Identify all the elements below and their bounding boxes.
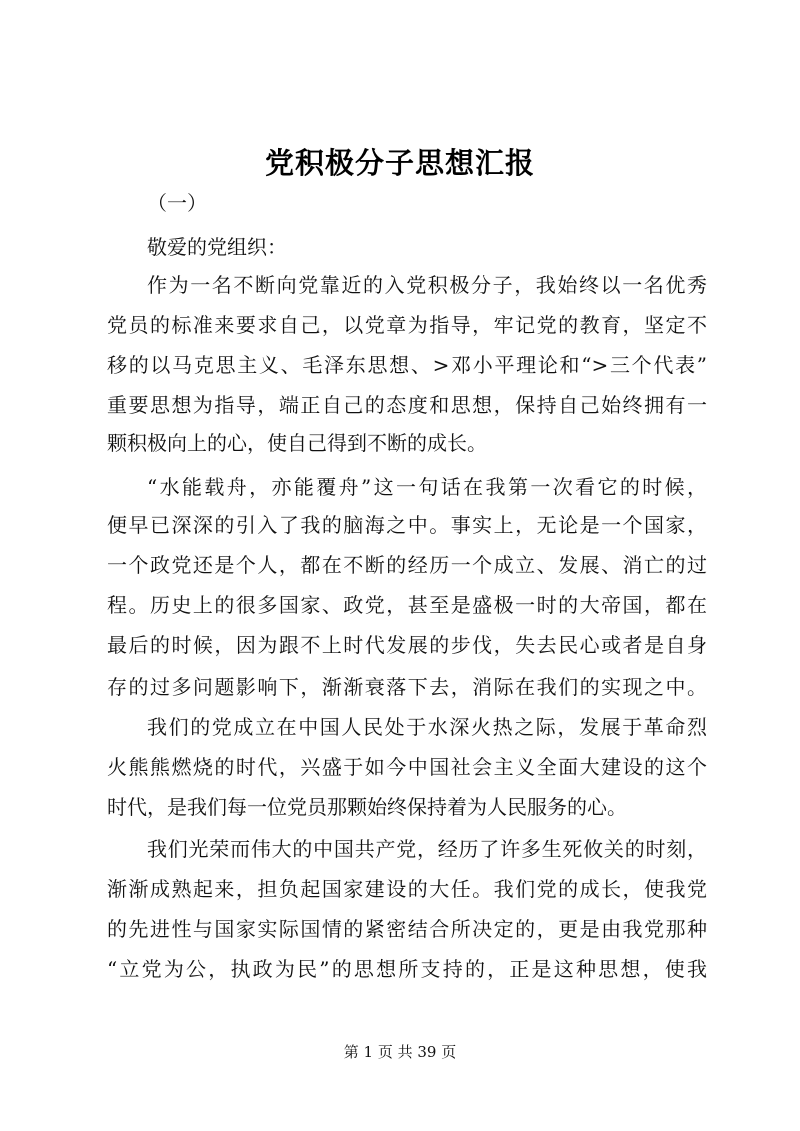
paragraph-line: 一个政党还是个人，都在不断的经历一个成立、发展、消亡的过 <box>107 553 707 577</box>
paragraph-line: “水能载舟，亦能覆舟”这一句话在我第一次看它的时候， <box>147 475 707 499</box>
paragraph-line: 的先进性与国家实际国情的紧密结合所决定的，更是由我党那种 <box>107 917 707 941</box>
salutation: 敬爱的党组织： <box>147 235 287 259</box>
paragraph-line: 程。历史上的很多国家、政党，甚至是盛极一时的大帝国，都在 <box>107 593 707 617</box>
paragraph-line: 我们光荣而伟大的中国共产党，经历了许多生死攸关的时刻， <box>147 837 707 861</box>
paragraph-line: 党员的标准来要求自己，以党章为指导，牢记党的教育，坚定不 <box>107 313 707 337</box>
section-number: （一） <box>147 191 207 215</box>
paragraph-line: 时代，是我们每一位党员那颗始终保持着为人民服务的心。 <box>107 795 627 819</box>
paragraph-line: 移的以马克思主义、毛泽东思想、>邓小平理论和“>三个代表” <box>107 353 707 377</box>
paragraph-line: 便早已深深的引入了我的脑海之中。事实上，无论是一个国家， <box>107 513 707 537</box>
document-title: 党积极分子思想汇报 <box>264 146 535 180</box>
paragraph-line: 作为一名不断向党靠近的入党积极分子，我始终以一名优秀 <box>147 273 707 297</box>
paragraph-line: 颗积极向上的心，使自己得到不断的成长。 <box>107 431 487 455</box>
paragraph-line: 火熊熊燃烧的时代，兴盛于如今中国社会主义全面大建设的这个 <box>107 755 707 779</box>
paragraph-line: 渐渐成熟起来，担负起国家建设的大任。我们党的成长，使我党 <box>107 877 707 901</box>
paragraph-line: “立党为公，执政为民”的思想所支持的，正是这种思想，使我 <box>107 957 707 981</box>
paragraph-line: 我们的党成立在中国人民处于水深火热之际，发展于革命烈 <box>147 715 707 739</box>
paragraph-line: 重要思想为指导，端正自己的态度和思想，保持自己始终拥有一 <box>107 393 707 417</box>
page-footer: 第 1 页 共 39 页 <box>343 1043 457 1061</box>
paragraph-line: 存的过多问题影响下，渐渐衰落下去，消际在我们的实现之中。 <box>107 675 707 699</box>
paragraph-line: 最后的时候，因为跟不上时代发展的步伐，失去民心或者是自身 <box>107 633 707 657</box>
